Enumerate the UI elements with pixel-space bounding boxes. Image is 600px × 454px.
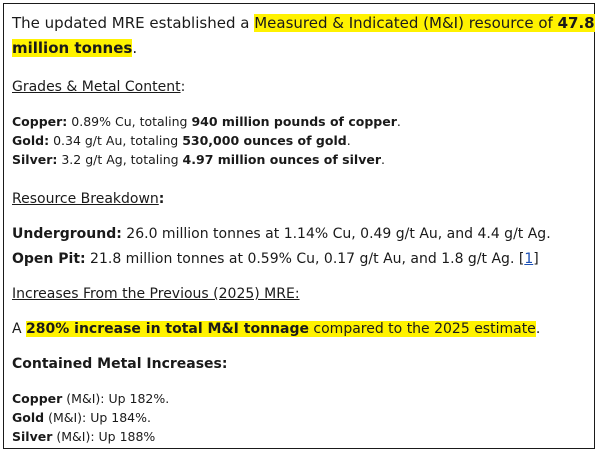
grade-end: . [380,152,385,167]
openpit-text: 21.8 million tonnes at 0.59% Cu, 0.17 g/t Au, and 1.8 g/t Ag. [85,251,519,267]
intro-suffix: . [132,39,138,57]
grade-end: . [396,114,401,129]
reference-link[interactable]: 1 [524,251,534,267]
breakdown-heading-colon: : [158,191,165,207]
increases-heading-text: Increases From the Previous (2025) MRE: [12,286,300,302]
increases-highlight-rest: compared to the 2025 estimate [308,321,536,337]
contained-heading-text: Contained Metal Increases: [12,356,228,372]
grade-total: 940 million pounds of copper [191,114,397,129]
grade-total: 530,000 ounces of gold [182,133,347,148]
intro-highlight-text: Measured & Indicated (M&I) resource of [254,14,558,32]
increases-suffix: . [535,321,541,337]
grade-end: . [346,133,351,148]
document-frame [3,3,595,449]
contained-item-gold [12,410,151,425]
contained-text: (M&I): Up 182%. [62,391,170,406]
intro-prefix: The updated MRE established a [12,14,255,32]
intro-tonnage-unit: million tonnes [12,39,133,57]
increases-highlight-bold: 280% increase in total M&I tonnage [26,321,309,337]
grade-item-gold [12,133,351,148]
contained-label: Copper [12,391,63,406]
underground-label: Underground: [12,226,122,242]
openpit-label: Open Pit: [12,251,86,267]
reference-close-bracket: ] [533,251,539,267]
increases-heading [12,286,300,302]
grade-text: 3.2 g/t Ag, totaling [57,152,183,167]
increases-highlight [26,321,536,337]
intro-highlight [254,14,594,32]
grade-total: 4.97 million ounces of silver [182,152,381,167]
underground-text: 26.0 million tonnes at 1.14% Cu, 0.49 g/t Au, and 4.4 g/t Ag. [121,226,551,242]
breakdown-heading-text: Resource Breakdown [12,191,159,207]
grade-label: Silver: [12,152,58,167]
contained-label: Gold [12,410,45,425]
increases-prefix: A [12,321,27,337]
contained-text: (M&I): Up 188% [52,429,156,444]
reference-open-bracket: [ [518,251,525,267]
grade-label: Copper: [12,114,68,129]
breakdown-openpit [12,251,539,267]
grades-heading-colon: : [180,79,186,95]
grade-item-silver [12,152,385,167]
grade-text: 0.34 g/t Au, totaling [49,133,183,148]
contained-text: (M&I): Up 184%. [44,410,151,425]
grades-heading [12,79,185,95]
grade-item-copper [12,114,401,129]
contained-label: Silver [12,429,53,444]
breakdown-underground [12,226,551,242]
contained-item-silver [12,429,155,444]
grade-text: 0.89% Cu, totaling [67,114,192,129]
grade-label: Gold: [12,133,50,148]
intro-line-1 [12,14,595,32]
intro-tonnage-value: 47.8 [557,14,595,32]
increases-statement [12,321,540,337]
grades-heading-text: Grades & Metal Content [12,79,181,95]
intro-line-2 [12,39,137,57]
breakdown-heading [12,191,164,207]
contained-heading [12,356,227,372]
contained-item-copper [12,391,169,406]
